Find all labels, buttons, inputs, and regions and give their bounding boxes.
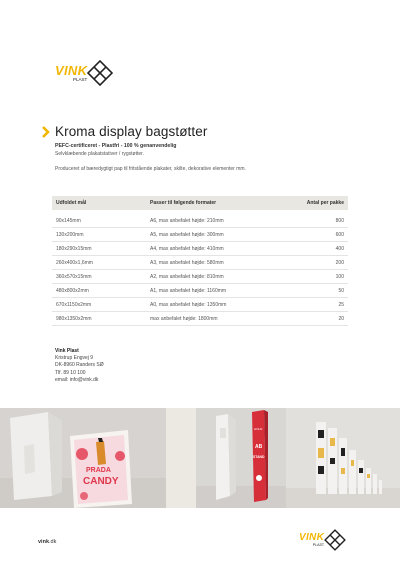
logo-brand-text: VINK xyxy=(55,62,88,78)
cell-size: 980x1350x2mm xyxy=(56,316,92,322)
cell-format: A3, max anbefalet højde: 580mm xyxy=(150,260,224,266)
table-row xyxy=(52,298,348,312)
stand-text-ab: AB xyxy=(255,444,263,450)
page-title: Kroma display bagstøtter xyxy=(55,124,208,139)
cell-size: 360x570x15mm xyxy=(56,274,92,280)
stand-sizes-illustration xyxy=(286,408,400,508)
contact-city: DK-8960 Randers SØ xyxy=(55,362,104,369)
cell-format: A1, max anbefalet højde: 1160mm xyxy=(150,288,227,294)
cell-quantity: 200 xyxy=(335,260,344,266)
table-row xyxy=(52,214,348,228)
certification-subtitle: PEFC-certificeret - Plastfri - 100 % genanvendelig xyxy=(55,143,177,149)
logo-brand-text: VINK xyxy=(299,531,325,543)
header-formats: Passer til følgende formater xyxy=(150,200,217,206)
table-row xyxy=(52,270,348,284)
logo-sub-text: PLAST xyxy=(312,542,325,547)
table-row xyxy=(52,256,348,270)
cell-quantity: 400 xyxy=(335,246,344,252)
beige-panel xyxy=(166,408,196,508)
cell-format: A4, max anbefalet højde: 410mm xyxy=(150,246,224,252)
red-stand-illustration xyxy=(196,408,286,508)
contact-street: Kristrup Engvej 9 xyxy=(55,355,94,362)
cell-quantity: 50 xyxy=(338,288,344,294)
cell-quantity: 800 xyxy=(335,218,344,224)
stand-small-text: HOLD xyxy=(254,427,263,431)
footer-website-link[interactable] xyxy=(38,539,56,545)
poster-stand-illustration xyxy=(0,408,166,508)
logo-wordmark xyxy=(299,533,324,548)
cell-quantity: 100 xyxy=(335,274,344,280)
size-table xyxy=(52,196,348,326)
logo-sub-text: PLAST xyxy=(73,76,88,82)
cell-format: A2, max anbefalet højde: 810mm xyxy=(150,274,224,280)
table-body xyxy=(52,214,348,326)
cell-size: 260x400x1,6mm xyxy=(56,260,93,266)
product-subtitle: Selvklæbende plakatstativer / rygstøtter. xyxy=(55,151,144,157)
poster-candy-text: CANDY xyxy=(83,476,119,487)
header-quantity: Antal per pakke xyxy=(306,200,344,206)
product-photo-poster-stand xyxy=(0,408,166,508)
contact-phone: Tlf. 89 10 100 xyxy=(55,369,86,376)
contact-company: Vink Plast xyxy=(55,348,79,354)
logo-diamond-icon xyxy=(324,529,346,551)
vink-plast-logo-bottom xyxy=(299,529,346,551)
chevron-right-icon xyxy=(40,125,52,139)
title-row xyxy=(40,124,207,139)
contact-block xyxy=(55,348,104,384)
product-description: Produceret af bæredygtigt pap til fritstående plakater, skilte, dekorative elementer mm. xyxy=(55,166,246,172)
cell-size: 480x800x2mm xyxy=(56,288,89,294)
product-photo-red-stand xyxy=(196,408,286,508)
cell-quantity: 25 xyxy=(338,302,344,308)
contact-email[interactable]: email: info@vink.dk xyxy=(55,376,99,383)
cell-size: 130x200mm xyxy=(56,232,84,238)
logo-diamond-icon xyxy=(87,60,113,86)
logo-wordmark xyxy=(55,64,87,83)
table-row xyxy=(52,312,348,326)
table-header xyxy=(52,196,348,210)
table-row xyxy=(52,242,348,256)
cell-format: A6, max anbefalet højde: 210mm xyxy=(150,218,224,224)
product-photo-stand-sizes xyxy=(286,408,400,508)
cell-quantity: 600 xyxy=(335,232,344,238)
cell-format: max anbefalet højde: 1800mm xyxy=(150,316,218,322)
cell-size: 670x1150x2mm xyxy=(56,302,92,308)
cell-size: 90x145mm xyxy=(56,218,81,224)
vink-plast-logo-top xyxy=(55,60,113,86)
footer-domain-rest: .dk xyxy=(49,539,57,545)
cell-format: A0, max anbefalet højde: 1350mm xyxy=(150,302,227,308)
table-row xyxy=(52,228,348,242)
table-row xyxy=(52,284,348,298)
poster-brand-text: PRADA xyxy=(86,467,111,474)
header-unfolded-size: Udfoldet mål xyxy=(56,200,87,206)
stand-text-stand: STAND xyxy=(253,455,265,459)
cell-size: 180x290x15mm xyxy=(56,246,92,252)
cell-format: A5, max anbefalet højde: 300mm xyxy=(150,232,224,238)
cell-quantity: 20 xyxy=(338,316,344,322)
footer-domain-bold: vink xyxy=(38,539,50,545)
